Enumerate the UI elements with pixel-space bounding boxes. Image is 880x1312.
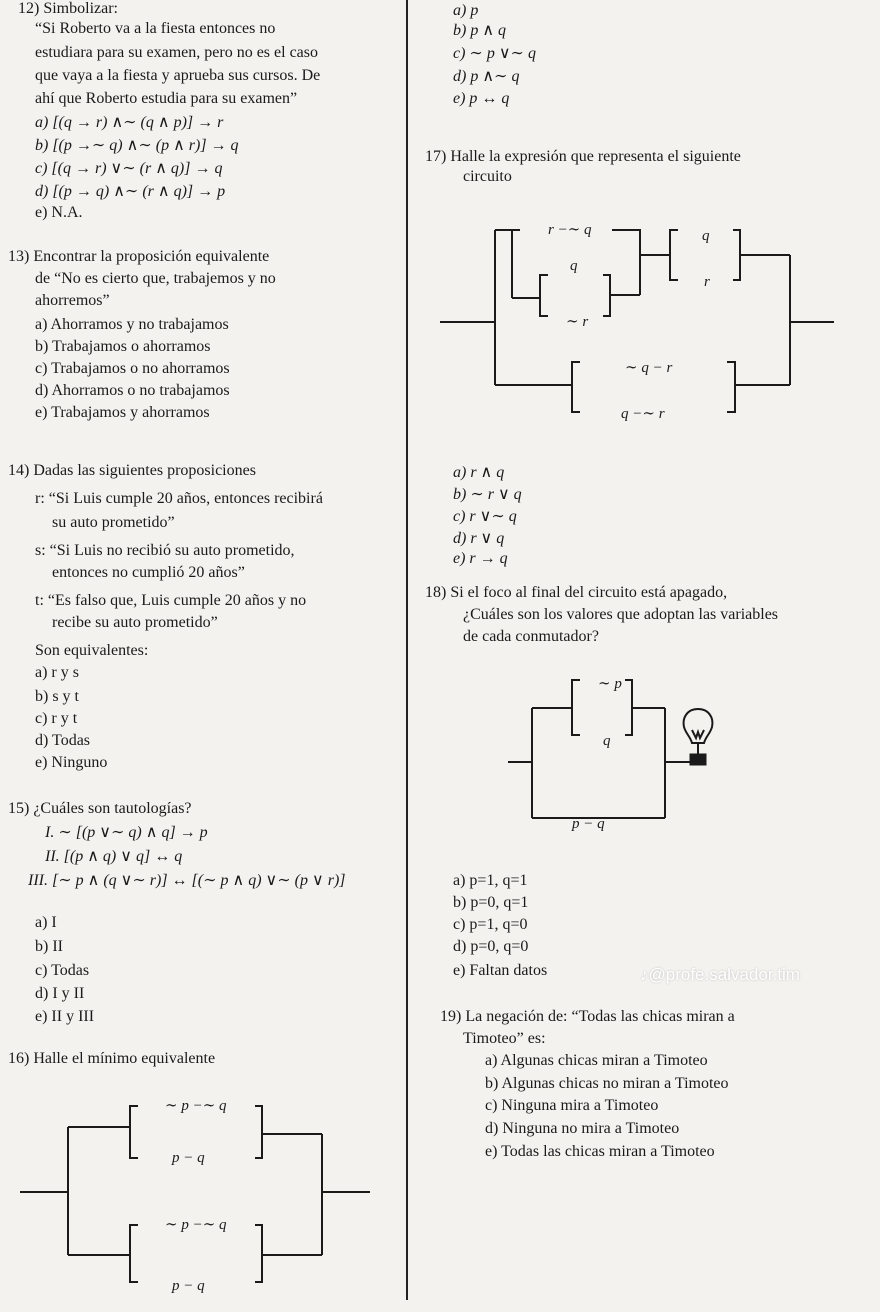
q12-stem-line: “Si Roberto va a la fiesta entonces no — [35, 20, 276, 37]
q18-switch-label: ∼ p — [598, 676, 622, 692]
watermark: ♪@profe.salvador.tim — [640, 965, 800, 984]
q17-switch-label: r −∼ q — [548, 222, 592, 238]
q18-stem-line: 18) Si el foco al final del circuito está apagado, — [425, 584, 728, 601]
q16-switch-label: ∼ p −∼ q — [165, 1098, 227, 1114]
q17-option-a: a) r ∧ q — [453, 464, 505, 481]
q17-switch-label: ∼ q − r — [625, 360, 673, 376]
q12-option-c: c) [(q → r) ∨∼ (r ∧ q)] → q — [35, 160, 223, 177]
q13-option-a: a) Ahorramos y no trabajamos — [35, 316, 229, 333]
q18-option-a: a) p=1, q=1 — [453, 872, 528, 889]
q14-line: Son equivalentes: — [35, 642, 149, 659]
q19-stem-line: Timoteo” es: — [463, 1030, 546, 1047]
q13-option-d: d) Ahorramos o no trabajamos — [35, 382, 230, 399]
q17-stem-line: circuito — [463, 168, 512, 185]
q14-option-c: c) r y t — [35, 710, 78, 727]
q16-switch-label: p − q — [172, 1150, 205, 1166]
q13-stem-line: 13) Encontrar la proposición equivalente — [8, 248, 270, 265]
q15-option-c: c) Todas — [35, 962, 90, 979]
q19-option-c: c) Ninguna mira a Timoteo — [485, 1097, 659, 1114]
q15-item-2: II. [(p ∧ q) ∨ q] ↔ q — [45, 848, 183, 865]
q13-stem-line: de “No es cierto que, trabajemos y no — [35, 270, 276, 287]
q14-option-d: d) Todas — [35, 732, 91, 749]
q18-option-d: d) p=0, q=0 — [453, 938, 529, 955]
q12-stem-line: que vaya a la fiesta y aprueba sus cursos. De — [35, 67, 321, 84]
q12-option-b: b) [(p →∼ q) ∧∼ (p ∧ r)] → q — [35, 137, 239, 154]
q12-title: 12) Simbolizar: — [18, 0, 118, 17]
q18-option-c: c) p=1, q=0 — [453, 916, 528, 933]
q14-line: recibe su auto prometido” — [52, 614, 218, 631]
q15-option-e: e) II y III — [35, 1008, 95, 1025]
q19-option-a: a) Algunas chicas miran a Timoteo — [485, 1052, 708, 1069]
q19-option-e: e) Todas las chicas miran a Timoteo — [485, 1143, 715, 1160]
q18-switch-label: p − q — [572, 816, 605, 832]
q17-option-c: c) r ∨∼ q — [453, 508, 517, 525]
lightbulb-icon — [678, 706, 718, 768]
q17-switch-label: ∼ r — [566, 314, 589, 330]
q18-stem-line: de cada conmutador? — [463, 628, 599, 645]
q12-stem-line: ahí que Roberto estudia para su examen” — [35, 90, 298, 107]
q19-option-b: b) Algunas chicas no miran a Timoteo — [485, 1075, 729, 1092]
q14-option-a: a) r y s — [35, 664, 79, 681]
q15-item-1: I. ∼ [(p ∨∼ q) ∧ q] → p — [45, 824, 208, 841]
q12-answer-b: b) p ∧ q — [453, 22, 507, 39]
q17-option-e: e) r → q — [453, 550, 508, 567]
q17-switch-label: r — [704, 274, 710, 290]
q14-line: t: “Es falso que, Luis cumple 20 años y no — [35, 592, 307, 609]
q17-switch-label: q −∼ r — [621, 406, 665, 422]
q19-stem-line: 19) La negación de: “Todas las chicas miran a — [440, 1008, 735, 1025]
q16-title: 16) Halle el mínimo equivalente — [8, 1050, 216, 1067]
q15-item-3: III. [∼ p ∧ (q ∨∼ r)] ↔ [(∼ p ∧ q) ∨∼ (p ∨ r)] — [28, 872, 346, 889]
q15-title: 15) ¿Cuáles son tautologías? — [8, 800, 192, 817]
q13-stem-line: ahorremos” — [35, 292, 110, 309]
q18-option-b: b) p=0, q=1 — [453, 894, 529, 911]
q12-answer-d: d) p ∧∼ q — [453, 68, 520, 85]
q17-option-d: d) r ∨ q — [453, 530, 505, 547]
q17-stem-line: 17) Halle la expresión que representa el siguiente — [425, 148, 741, 165]
q13-option-c: c) Trabajamos o no ahorramos — [35, 360, 230, 377]
q14-line: su auto prometido” — [52, 514, 175, 531]
q12-answer-e: e) p ↔ q — [453, 90, 510, 107]
q18-stem-line: ¿Cuáles son los valores que adoptan las variables — [463, 606, 779, 623]
q15-option-a: a) I — [35, 914, 57, 931]
q13-option-e: e) Trabajamos y ahorramos — [35, 404, 210, 421]
q17-switch-label: q — [702, 228, 710, 244]
q14-option-e: e) Ninguno — [35, 754, 108, 771]
q15-option-d: d) I y II — [35, 985, 85, 1002]
q16-switch-label: p − q — [172, 1278, 205, 1294]
q17-switch-label: q — [570, 258, 578, 274]
q14-title: 14) Dadas las siguientes proposiciones — [8, 462, 256, 479]
q14-line: entonces no cumplió 20 años” — [52, 564, 245, 581]
q19-option-d: d) Ninguna no mira a Timoteo — [485, 1120, 680, 1137]
q18-switch-label: q — [603, 733, 611, 749]
q16-switch-label: ∼ p −∼ q — [165, 1217, 227, 1233]
q12-stem-line: estudiara para su examen, pero no es el caso — [35, 44, 318, 61]
q12-option-a: a) [(q → r) ∧∼ (q ∧ p)] → r — [35, 114, 224, 131]
q14-line: s: “Si Luis no recibió su auto prometido, — [35, 542, 295, 559]
q12-answer-a: a) p — [453, 2, 479, 19]
q14-line: r: “Si Luis cumple 20 años, entonces recibirá — [35, 490, 323, 507]
q14-option-b: b) s y t — [35, 688, 79, 705]
q13-option-b: b) Trabajamos o ahorramos — [35, 338, 211, 355]
q17-option-b: b) ∼ r ∨ q — [453, 486, 522, 503]
q12-option-e: e) N.A. — [35, 204, 83, 221]
q12-answer-c: c) ∼ p ∨∼ q — [453, 45, 536, 62]
q18-option-e: e) Faltan datos — [453, 962, 548, 979]
q15-option-b: b) II — [35, 938, 63, 955]
q12-option-d: d) [(p → q) ∧∼ (r ∧ q)] → p — [35, 183, 226, 200]
